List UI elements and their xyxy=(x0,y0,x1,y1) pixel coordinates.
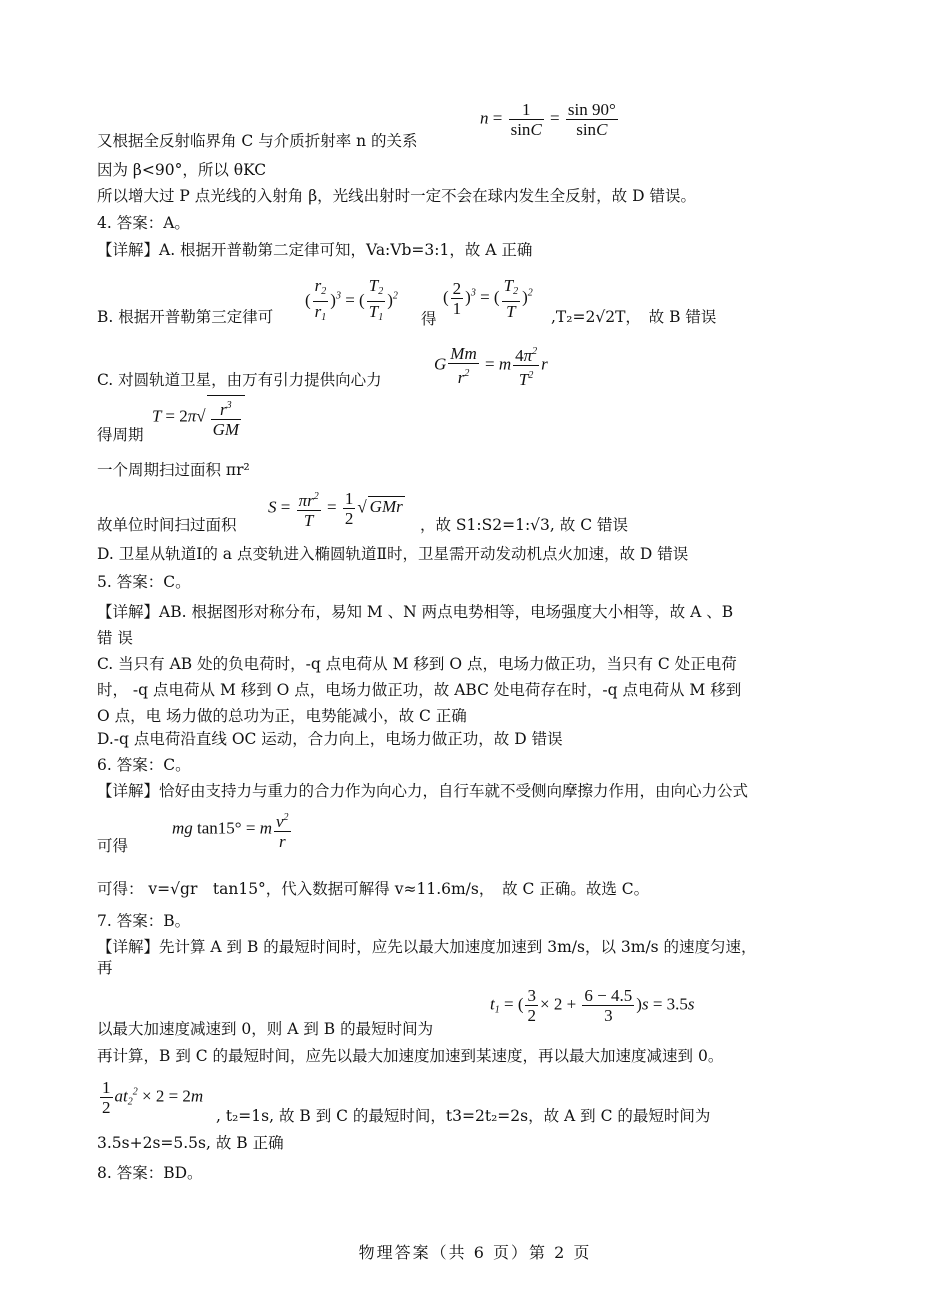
text-line: B. 根据开普勒第三定律可 xyxy=(97,308,274,326)
text-line: D.-q 点电荷沿直线 OC 运动，合力向上，电场力做正功，故 D 错误 xyxy=(97,730,563,748)
formula-period: T = 2π√ $\frac{r^3}{GM}$ xyxy=(152,395,245,439)
formula-area-rate: S = $\frac{\pi r^2}{T}$ = $\frac{1}{2}$ √ GMr xyxy=(268,489,403,530)
text-line: 【详解】A. 根据开普勒第二定律可知，Va:Vb=3:1，故 A 正确 xyxy=(97,241,533,259)
text-line: 6. 答案：C。 xyxy=(97,756,191,774)
text-line: 故单位时间扫过面积 xyxy=(97,516,237,534)
text-line: 得周期 xyxy=(97,426,144,444)
text-line: 错 误 xyxy=(97,629,133,647)
formula-t1: $t_1$ = ( $\frac{3}{2}$ × 2 + $\frac{6 - 4.5}{3}$ )s = 3.5s xyxy=(490,986,695,1025)
text-line: , t₂=1s, 故 B 到 C 的最短时间，t3=2t₂=2s，故 A 到 C 的最短时间为 xyxy=(216,1107,711,1125)
text-line: 【详解】恰好由支持力与重力的合力作为向心力，自行车就不受侧向摩擦力作用，由向心力公式 xyxy=(97,782,749,800)
text-line: 得 xyxy=(421,310,437,328)
text-line: 所以增大过 P 点光线的入射角 β，光线出射时一定不会在球内发生全反射，故 D 错误。 xyxy=(97,187,696,205)
text-line: 以最大加速度减速到 0，则 A 到 B 的最短时间为 xyxy=(97,1020,434,1038)
page-footer: 物理答案（共 6 页）第 2 页 xyxy=(358,1243,592,1262)
text-line: C. 对圆轨道卫星，由万有引力提供向心力 xyxy=(97,371,382,389)
text-line: O 点，电 场力做的总功为正，电势能减小，故 C 正确 xyxy=(97,707,467,725)
text-line: 时， -q 点电荷从 M 移到 O 点，电场力做正功，故 ABC 处电荷存在时，-q 点电荷从 M 移到 xyxy=(97,681,742,699)
text-line: 一个周期扫过面积 πr² xyxy=(97,461,250,479)
formula-gravitation: G $\frac{Mm}{r^2}$ = m $\frac{4\pi^2}{T^2}$ r xyxy=(434,344,548,389)
text-line: 可得 xyxy=(97,837,129,855)
text-line: 【详解】先计算 A 到 B 的最短时间时，应先以最大加速度加速到 3m/s，以 3m/s 的速度匀速， xyxy=(97,938,757,956)
text-line: 7. 答案：B。 xyxy=(97,912,191,930)
text-line: 3.5s+2s=5.5s, 故 B 正确 xyxy=(97,1134,284,1152)
formula-bike: mg tan15° = m $\frac{v^2}{r}$ xyxy=(172,808,293,851)
text-line: 因为 β<90°，所以 θKC xyxy=(97,161,267,179)
text-line: 8. 答案：BD。 xyxy=(97,1164,203,1182)
formula-ratio-period: ( $\frac{2}{1}$ )$^3$ = ( $\frac{T_2}{T}$ )$^2$ xyxy=(443,276,533,321)
text-line: ，故 S1:S2=1:√3, 故 C 错误 xyxy=(420,516,628,534)
text-line: D. 卫星从轨道Ⅰ的 a 点变轨进入椭圆轨道Ⅱ时，卫星需开动发动机点火加速，故 D 错误 xyxy=(97,545,689,563)
formula-refraction: n = $\frac{1}{\sin C}$ = $\frac{\sin 90^\circ}{\sin C}$ xyxy=(480,100,616,139)
formula-distance: $\frac{1}{2}$ $at_2^2 \times 2 = 2m$ xyxy=(102,1078,204,1117)
text-line: 【详解】AB. 根据图形对称分布，易知 M 、N 两点电势相等，电场强度大小相等，故 A 、B xyxy=(97,603,734,621)
text-line: 4. 答案：A。 xyxy=(97,214,190,232)
formula-kepler-third: ( $\frac{r_2}{r_1}$ )$^3$ = ( $\frac{T_2}{T_1}$ )$^2$ xyxy=(305,276,398,323)
text-line: 可得： v=√gr tan15°，代入数据可解得 v≈11.6m/s， 故 C 正确。故选 C。 xyxy=(97,880,650,898)
text-line: 5. 答案：C。 xyxy=(97,573,191,591)
text-line: 又根据全反射临界角 C 与介质折射率 n 的关系 xyxy=(97,132,418,150)
text-line: 再 xyxy=(97,959,113,977)
text-line: C. 当只有 AB 处的负电荷时，-q 点电荷从 M 移到 O 点，电场力做正功，当只有 C 处正电荷 xyxy=(97,655,737,673)
text-line: 再计算，B 到 C 的最短时间，应先以最大加速度加速到某速度，再以最大加速度减速到 0。 xyxy=(97,1047,724,1065)
text-line: ,T₂=2√2T， 故 B 错误 xyxy=(551,308,717,326)
